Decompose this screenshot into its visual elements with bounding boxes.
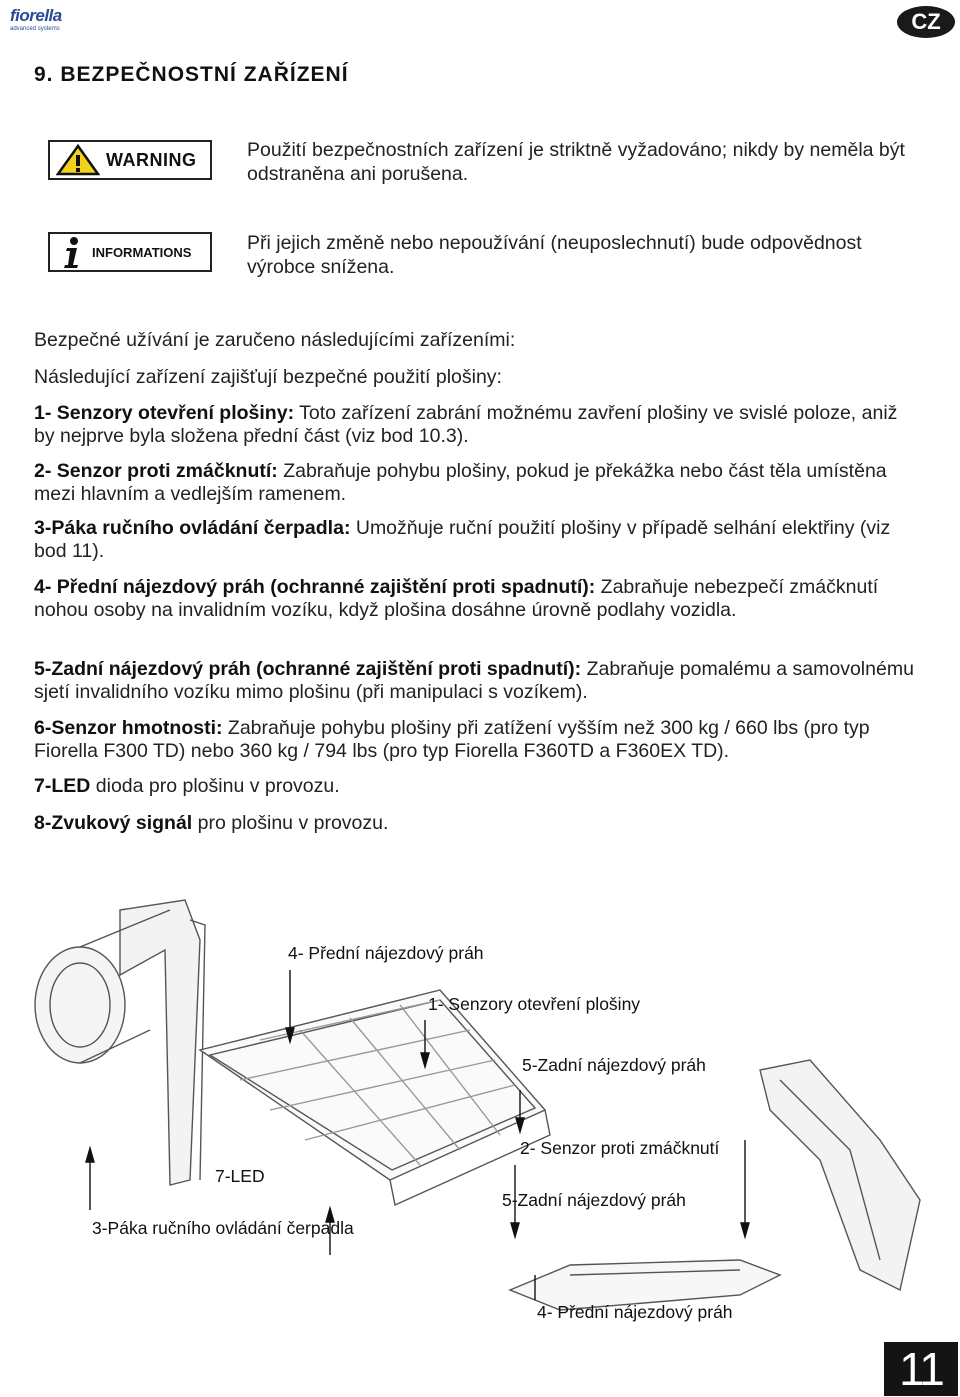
list-item	[34, 658, 914, 703]
item-text: Zabraňuje pohybu plošiny při zatížení vyšším než 300 kg / 660 lbs (pro typ Fiorella F300 TD) nebo 360 kg / 794 lbs (pro typ Fiorella F360TD a F360EX TD).	[34, 717, 870, 762]
side-arm-drawing	[760, 1060, 920, 1290]
main-arm-drawing	[120, 900, 200, 1185]
label-rear-threshold-bottom: 5-Zadní nájezdový práh	[502, 1190, 686, 1210]
platform-deck-drawing	[200, 990, 545, 1180]
label-open-sensors: 1- Senzory otevření plošiny	[428, 994, 641, 1014]
item-label: 4- Přední nájezdový práh (ochranné zajištění proti spadnutí):	[34, 576, 596, 598]
warning-text: Použití bezpečnostních zařízení je striktně vyžadováno; nikdy by neměla být odstraněna ani porušena.	[247, 139, 905, 185]
label-rear-threshold-top: 5-Zadní nájezdový práh	[522, 1055, 706, 1075]
info-i-icon	[58, 235, 86, 269]
item-label: 7-LED	[34, 775, 91, 797]
item-label: 8-Zvukový signál	[34, 812, 193, 834]
item-text: Zabraňuje pohybu plošiny, pokud je překážka nebo část těla umístěna mezi hlavním a vedlejším ramenem.	[34, 460, 887, 505]
list-item	[34, 576, 914, 621]
logo-wordmark: fiorella	[10, 6, 62, 25]
fiorella-logo	[10, 6, 94, 40]
information-badge-label: INFORMATIONS	[92, 244, 192, 260]
item-text: Umožňuje ruční použití plošiny v případě selhání elektřiny (viz bod 11).	[34, 517, 891, 562]
item-text: Zabraňuje nebezpečí zmáčknutí nohou osoby na invalidním vozíku, když plošina dosáhne úrovně podlahy vozidla.	[34, 576, 879, 621]
language-badge: CZ	[897, 6, 955, 38]
warning-badge-label: WARNING	[106, 149, 197, 170]
label-front-threshold-top: 4- Přední nájezdový práh	[288, 943, 484, 963]
list-item	[34, 775, 914, 798]
warning-triangle-icon	[56, 144, 100, 176]
item-label: 5-Zadní nájezdový práh (ochranné zajištění proti spadnutí):	[34, 658, 582, 680]
label-pump-lever: 3-Páka ručního ovládání čerpadla	[92, 1218, 354, 1238]
label-front-threshold-bottom: 4- Přední nájezdový práh	[537, 1302, 733, 1322]
warning-badge	[48, 140, 212, 180]
item-label: 3-Páka ručního ovládání čerpadla:	[34, 517, 351, 539]
item-text: dioda pro plošinu v provozu.	[90, 775, 340, 797]
item-label: 6-Senzor hmotnosti:	[34, 717, 223, 739]
label-anti-crush-sensor: 2- Senzor proti zmáčknutí	[520, 1138, 720, 1158]
intro-line-1: Bezpečné užívání je zaručeno následujícími zařízeními:	[34, 329, 516, 351]
item-label: 1- Senzory otevření plošiny:	[34, 402, 295, 424]
logo-tagline: advanced systems	[10, 26, 60, 32]
list-item	[34, 517, 914, 562]
item-label: 2- Senzor proti zmáčknutí:	[34, 460, 278, 482]
intro-line-2: Následující zařízení zajišťují bezpečné použití plošiny:	[34, 366, 502, 388]
list-item	[34, 717, 914, 762]
list-item	[34, 460, 914, 505]
information-badge	[48, 232, 212, 272]
list-item	[34, 402, 914, 447]
item-text: Toto zařízení zabrání možnému zavření plošiny ve svislé poloze, aniž by nejprve byla složena přední část (viz bod 10.3).	[34, 402, 898, 447]
list-item	[34, 812, 914, 835]
label-led: 7-LED	[215, 1166, 265, 1186]
information-text: Při jejich změně nebo nepoužívání (neuposlechnutí) bude odpovědnost výrobce snížena.	[247, 232, 862, 278]
page-number: 11	[884, 1342, 958, 1396]
item-text: pro plošinu v provozu.	[192, 812, 389, 834]
item-text: Zabraňuje pomalému a samovolnému sjetí invalidního vozíku mimo plošinu (při manipulaci s vozíkem).	[34, 658, 914, 703]
section-title: 9. BEZPEČNOSTNÍ ZAŘÍZENÍ	[34, 63, 349, 86]
roller-drawing	[35, 947, 125, 1063]
